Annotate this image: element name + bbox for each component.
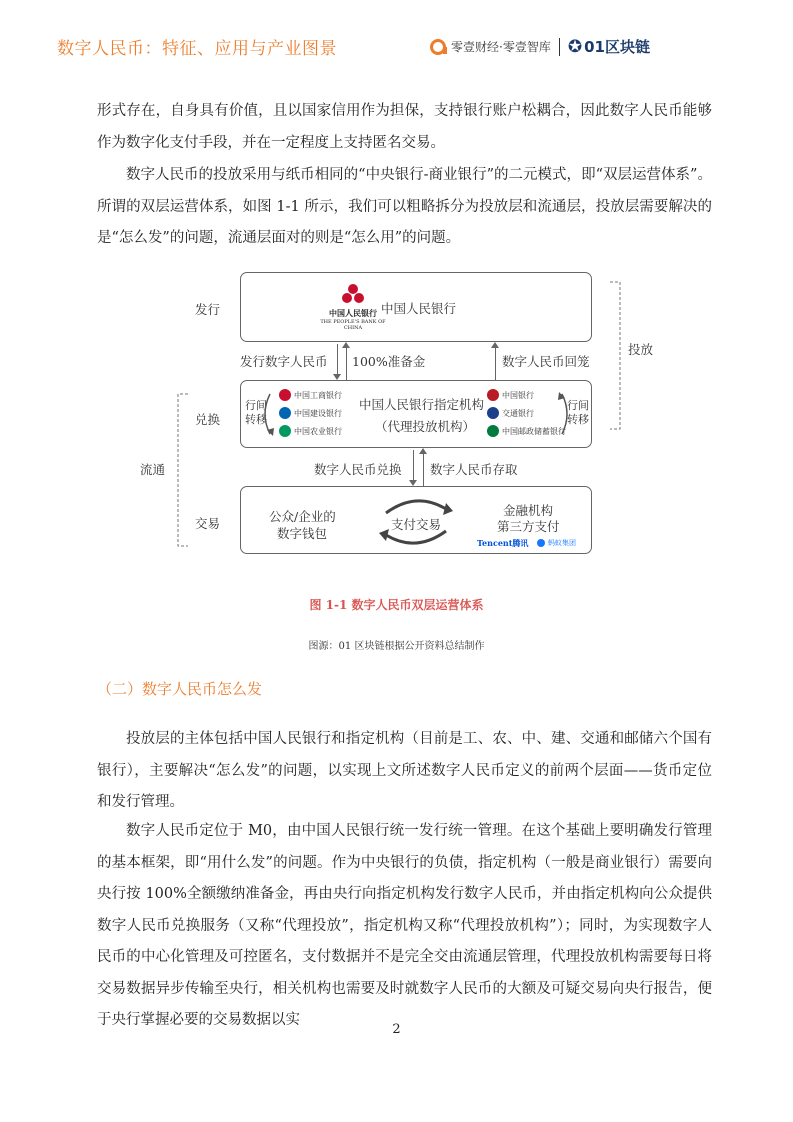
payment-trade-label: 支付交易 (391, 517, 442, 532)
deposit-arrow-head (419, 448, 427, 454)
section-heading: （二）数字人民币怎么发 (97, 680, 263, 698)
pboc-logo-cn: 中国人民银行 (329, 308, 377, 318)
header-title: 数字人民币：特征、应用与产业图景 (57, 39, 337, 59)
layer-label-circulate: 流通 (140, 462, 166, 477)
brand-divider (559, 38, 560, 56)
figure-caption: 图 1-1 数字人民币双层运营体系 (309, 598, 484, 612)
bank-abc-label: 中国农业银行 (294, 426, 342, 436)
paragraph-4: 数字人民币定位于 M0，由中国人民银行统一发行统一管理。在这个基础上要明确发行管理的基本框架，即“用什么发”的问题。作为中央银行的负债，指定机构（一般是商业银行）需要向央行按 100%全额缴纳准备金，再由央行向指定机构发行数字人民币，并由指定机构向公众提供数字人民币兑换服务（又称“代理投放”，指定机构又称“代理投放机构”）；同时，为实现数字人民币的中心化管理及可控匿名，支付数据并不是完全交由流通层管理，代理投放机构需要每日将交易数据异步传输至央行，相关机构也需要及时就数字人民币的大额及可疑交易向央行报告，便于央行掌握必要的交易数据以实 (97, 823, 712, 1028)
bank-ccb-label: 中国建设银行 (294, 408, 342, 418)
pboc-logo-en: THE PEOPLE'S BANK OF CHINA (320, 319, 386, 331)
exchange-dc-label: 数字人民币兑换 (314, 462, 402, 477)
deposit-arrow-line (423, 452, 424, 486)
public-wallet-line2: 数字钱包 (277, 526, 328, 541)
return-dc-label: 数字人民币回笼 (502, 354, 590, 369)
interbank-right-label: 行间转移 (567, 399, 589, 426)
brand-secondary: 01区块链 (584, 38, 650, 56)
designated-label: 中国人民银行指定机构 (359, 397, 485, 412)
trade-box (240, 486, 592, 554)
dual-layer-diagram (130, 264, 670, 564)
figure-source: 图源：01 区块链根据公开资料总结制作 (308, 641, 485, 652)
pboc-box (240, 272, 592, 342)
deposit-dc-label: 数字人民币存取 (430, 462, 518, 477)
reserve-arrow-head (342, 342, 350, 348)
ant-logo-label: 蚂蚁集团 (548, 539, 576, 547)
brand-secondary-wrap (568, 36, 650, 57)
ant-logo (537, 538, 576, 548)
pboc-name: 中国人民银行 (381, 301, 457, 316)
ant-logo-icon (537, 539, 545, 547)
exchange-arrow-line (413, 450, 414, 484)
layer-label-launch: 投放 (628, 342, 654, 357)
paragraph-1: 形式存在，自身具有价值，且以国家信用作为担保，支持银行账户松耦合，因此数字人民币能够作为数字化支付手段，并在一定程度上支持匿名交易。 (97, 103, 712, 151)
issue-arrow-line (337, 344, 338, 378)
brand-primary: 零壹财经·零壹智库 (451, 40, 551, 54)
lingyi-logo-icon (430, 39, 446, 55)
paragraph-3: 投放层的主体包括中国人民银行和指定机构（目前是工、农、中、建、交通和邮储六个国有银行），主要解决“怎么发”的问题，以实现上文所述数字人民币定义的前两个层面——货币定位和发行管理。 (97, 731, 712, 810)
row-label-issue: 发行 (195, 302, 221, 317)
reserve-arrow-line (346, 346, 347, 380)
interbank-arrows (240, 380, 592, 448)
financial-label-2: 第三方支付 (497, 519, 560, 534)
blockchain-logo-icon: ✪ (567, 36, 583, 57)
return-arrow-line (495, 346, 496, 380)
interbank-left-label: 行间转移 (245, 399, 267, 426)
page-number: 2 (392, 1022, 401, 1037)
bank-icbc-label: 中国工商银行 (294, 390, 342, 400)
public-wallet-line1: 公众/企业的 (269, 509, 336, 524)
financial-label-1: 金融机构 (503, 503, 554, 518)
pboc-emblem-icon (341, 283, 365, 305)
tencent-logo: Tencent腾讯 (477, 538, 529, 548)
bank-bocom-label: 交通银行 (502, 408, 534, 418)
bank-boc-label: 中国银行 (502, 390, 534, 400)
row-label-exchange: 兑换 (195, 412, 221, 427)
paragraph-2: 数字人民币的投放采用与纸币相同的“中央银行-商业银行”的二元模式，即“双层运营体系”。所谓的双层运营体系，如图 1-1 所示，我们可以粗略拆分为投放层和流通层，投放层需要解决的是“怎么发”的问题，流通层面对的则是“怎么用”的问题。 (97, 167, 712, 246)
return-arrow-head (491, 342, 499, 348)
bank-psbc-label: 中国邮政储蓄银行 (502, 426, 566, 436)
page-header (0, 0, 793, 78)
issue-dc-label: 发行数字人民币 (240, 354, 328, 369)
reserve-label: 100%准备金 (352, 354, 426, 369)
row-label-trade: 交易 (195, 516, 221, 531)
designated-sub-label: （代理投放机构） (375, 419, 476, 434)
brand-logos (430, 36, 650, 57)
